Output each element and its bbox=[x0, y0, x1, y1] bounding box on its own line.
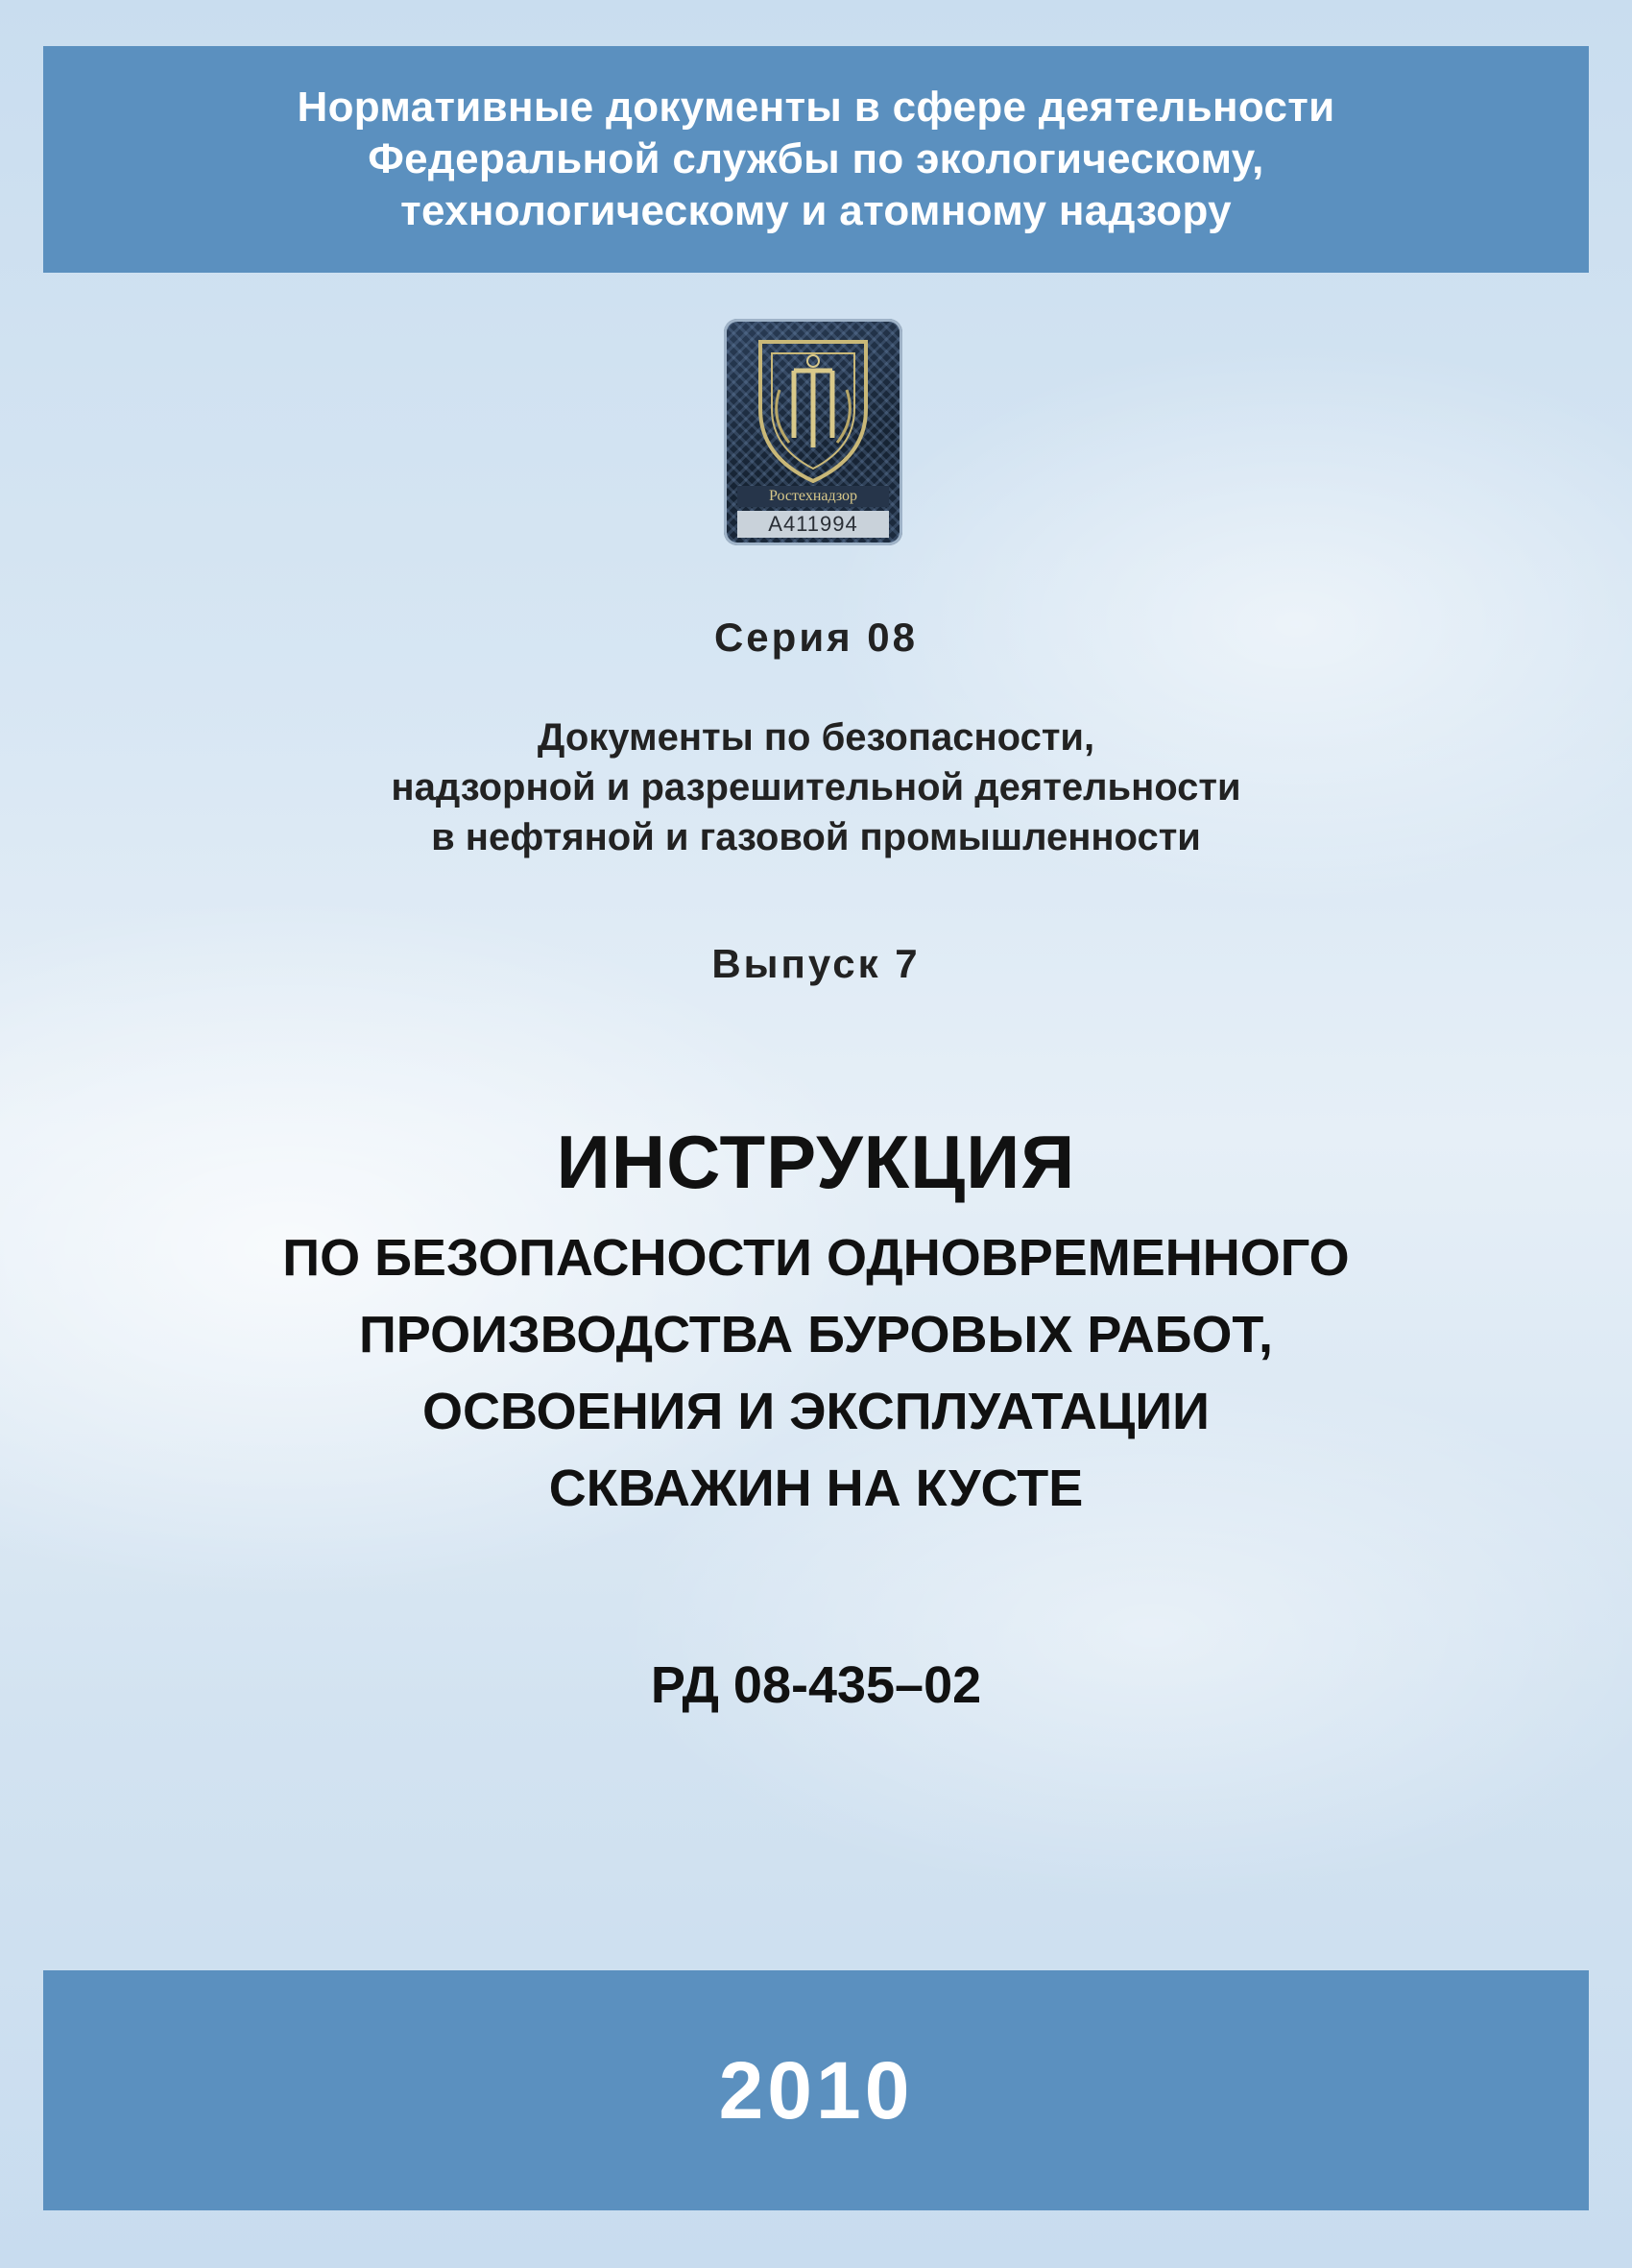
publication-year: 2010 bbox=[718, 2044, 914, 2135]
hologram-emblem bbox=[724, 319, 902, 545]
issue-label: Выпуск 7 bbox=[711, 941, 921, 986]
document-subtitle-line-4: СКВАЖИН НА КУСТЕ bbox=[548, 1460, 1084, 1517]
header-line-3: технологическому и атомному надзору bbox=[400, 187, 1232, 234]
shield-icon bbox=[741, 332, 885, 486]
document-subtitle-line-2: ПРОИЗВОДСТВА БУРОВЫХ РАБОТ, bbox=[358, 1306, 1274, 1363]
header-line-2: Федеральной службы по экологическому, bbox=[368, 135, 1264, 182]
series-label: Серия 08 bbox=[713, 615, 919, 660]
series-description-line-2: надзорной и разрешительной деятельности bbox=[391, 766, 1241, 808]
emblem-caption: Ростехнадзор bbox=[737, 486, 889, 507]
series-description bbox=[0, 712, 1632, 862]
document-title: ИНСТРУКЦИЯ bbox=[556, 1120, 1076, 1204]
document-subtitle bbox=[0, 1219, 1632, 1527]
header-band bbox=[43, 46, 1589, 273]
document-code: РД 08-435–02 bbox=[650, 1656, 982, 1714]
footer-band bbox=[43, 1970, 1589, 2210]
document-subtitle-line-3: ОСВОЕНИЯ И ЭКСПЛУАТАЦИИ bbox=[422, 1383, 1210, 1440]
header-line-1: Нормативные документы в сфере деятельности bbox=[297, 84, 1335, 131]
emblem-serial-number: A411994 bbox=[737, 511, 889, 538]
series-description-line-1: Документы по безопасности, bbox=[537, 716, 1095, 759]
series-description-line-3: в нефтяной и газовой промышленности bbox=[431, 816, 1201, 858]
document-subtitle-line-1: ПО БЕЗОПАСНОСТИ ОДНОВРЕМЕННОГО bbox=[282, 1229, 1350, 1287]
